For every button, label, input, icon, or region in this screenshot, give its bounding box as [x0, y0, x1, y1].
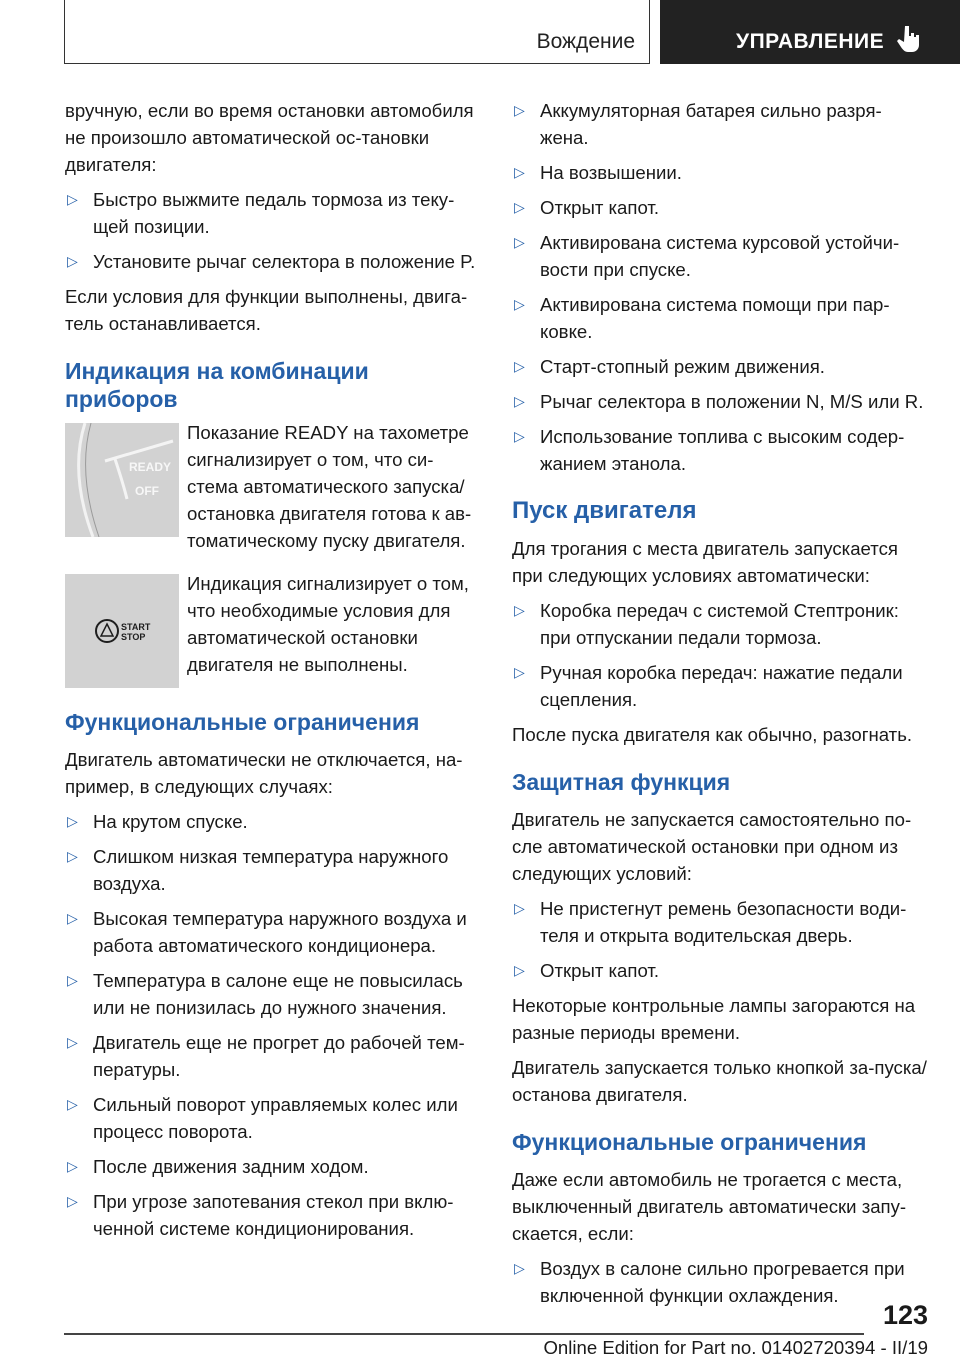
list-item: ▷ Сильный поворот управляемых колес или процесс поворота. [65, 1091, 477, 1145]
triangle-right-icon: ▷ [67, 972, 78, 988]
result-paragraph: Если условия для функции выполнены, двига‐тель останавливается. [65, 286, 468, 334]
heading-indication: Индикация на комбинации приборов [65, 358, 369, 412]
triangle-right-icon: ▷ [67, 848, 78, 864]
list-item: ▷ Ручная коробка передач: нажатие педали сцепления. [512, 659, 930, 713]
intro-paragraph: вручную, если во время остановки автомобиля не произошло автоматической ос‐тановки двигателя: [65, 100, 474, 175]
protect-paragraph-1: Некоторые контрольные лампы загораются на разные периоды времени. [512, 995, 916, 1043]
stop-label: STOP [121, 632, 146, 642]
heading-engine-start: Пуск двигателя [512, 497, 697, 524]
start-intro: Для трогания с места двигатель запускается при следующих условиях автоматически: [512, 538, 898, 586]
list-item: ▷ Открыт капот. [512, 957, 930, 984]
list-item: ▷ После движения задним ходом. [65, 1153, 477, 1180]
list-item: ▷ Двигатель еще не прогрет до рабочей тем‐пературы. [65, 1029, 477, 1083]
figure-ready-caption: Показание READY на тахометре сигнализирует о том, что си‐стема автоматического запуска/остановка двигателя готова к ав‐томатическому пуску двигателя. [187, 422, 472, 551]
limits2-bullet-list [512, 1255, 930, 1309]
triangle-right-icon: ▷ [514, 102, 525, 118]
triangle-right-icon: ▷ [514, 358, 525, 374]
ready-label: READY [129, 460, 172, 474]
triangle-right-icon: ▷ [514, 602, 525, 618]
triangle-right-icon: ▷ [514, 296, 525, 312]
page-number: 123 [882, 1300, 928, 1330]
tachometer-ready-image [65, 423, 179, 537]
triangle-right-icon: ▷ [514, 1260, 525, 1276]
list-item: ▷ Использование топлива с высоким содер‐жанием этанола. [512, 423, 930, 477]
limits-bullet-list [65, 808, 477, 1242]
triangle-right-icon: ▷ [514, 900, 525, 916]
protect-paragraph-2: Двигатель запускается только кнопкой за‐пуска/останова двигателя. [512, 1057, 927, 1105]
triangle-right-icon: ▷ [67, 1034, 78, 1050]
triangle-right-icon: ▷ [514, 164, 525, 180]
list-item: ▷ Активирована система помощи при пар‐ковке. [512, 291, 930, 345]
list-item: ▷ Открыт капот. [512, 194, 930, 221]
heading-limits-2: Функциональные ограничения [512, 1129, 867, 1155]
list-item: ▷ Высокая температура наружного воздуха и работа автоматического кондиционера. [65, 905, 477, 959]
limits-intro: Двигатель автоматически не отключается, на‐пример, в следующих случаях: [65, 749, 463, 797]
list-item: ▷ Установите рычаг селектора в положение P. [65, 248, 477, 275]
start-after: После пуска двигателя как обычно, разогнать. [512, 724, 913, 745]
list-item: ▷ Аккумуляторная батарея сильно разря‐жена. [512, 97, 930, 151]
list-item: ▷ Старт-стопный режим движения. [512, 353, 930, 380]
right-column [512, 97, 930, 1317]
list-item: ▷ Рычаг селектора в положении N, M/S или R. [512, 388, 930, 415]
list-item: ▷ Не пристегнут ремень безопасности води‐теля и открыта водительская дверь. [512, 895, 930, 949]
triangle-right-icon: ▷ [67, 1158, 78, 1174]
start-bullet-list [512, 597, 930, 713]
triangle-right-icon: ▷ [514, 428, 525, 444]
continued-bullet-list [512, 97, 930, 477]
intro-bullet-list [65, 186, 477, 275]
triangle-right-icon: ▷ [514, 664, 525, 680]
footer-edition: Online Edition for Part no. 01402720394 - II/19 [543, 1337, 928, 1358]
triangle-right-icon: ▷ [67, 813, 78, 829]
start-stop-warning-image [65, 574, 179, 688]
triangle-right-icon: ▷ [514, 962, 525, 978]
protect-bullet-list [512, 895, 930, 984]
list-item: ▷ Температура в салоне еще не повысилась или не понизилась до нужного значения. [65, 967, 477, 1021]
off-label: OFF [135, 484, 159, 498]
heading-limits: Функциональные ограничения [65, 709, 420, 735]
header-chapter-title: УПРАВЛЕНИЕ [736, 30, 885, 53]
header-chapter-box [660, 0, 960, 64]
list-item: ▷ При угрозе запотевания стекол при вклю‐ченной системе кондиционирования. [65, 1188, 477, 1242]
hand-pointer-icon [896, 24, 922, 54]
footer-divider [64, 1333, 864, 1335]
triangle-right-icon: ▷ [514, 393, 525, 409]
triangle-right-icon: ▷ [67, 253, 78, 269]
header-section-title: Вождение [536, 30, 635, 53]
limits2-intro: Даже если автомобиль не трогается с места, выключенный двигатель автоматически запу‐скается, если: [512, 1169, 907, 1244]
list-item: ▷ Быстро выжмите педаль тормоза из теку‐щей позиции. [65, 186, 477, 240]
triangle-right-icon: ▷ [67, 1193, 78, 1209]
header-section-box [64, 0, 650, 64]
list-item: ▷ Воздух в салоне сильно прогревается при включенной функции охлаждения. [512, 1255, 930, 1309]
list-item: ▷ Коробка передач с системой Стептроник: при отпускании педали тормоза. [512, 597, 930, 651]
list-item: ▷ На возвышении. [512, 159, 930, 186]
triangle-right-icon: ▷ [514, 199, 525, 215]
triangle-right-icon: ▷ [67, 191, 78, 207]
figure-start-stop [65, 574, 477, 688]
left-column [65, 97, 477, 1250]
triangle-right-icon: ▷ [514, 234, 525, 250]
start-label: START [121, 622, 151, 632]
heading-protection: Защитная функция [512, 769, 731, 795]
figure-start-stop-caption: Индикация сигнализирует о том, что необходимые условия для автоматической остановки двигателя не выполнены. [187, 573, 469, 675]
list-item: ▷ На крутом спуске. [65, 808, 477, 835]
figure-ready [65, 423, 477, 554]
triangle-right-icon: ▷ [67, 910, 78, 926]
protect-intro: Двигатель не запускается самостоятельно по‐сле автоматической остановки при одном из следующих условий: [512, 809, 912, 884]
list-item: ▷ Активирована система курсовой устойчи‐вости при спуске. [512, 229, 930, 283]
list-item: ▷ Слишком низкая температура наружного воздуха. [65, 843, 477, 897]
triangle-right-icon: ▷ [67, 1096, 78, 1112]
